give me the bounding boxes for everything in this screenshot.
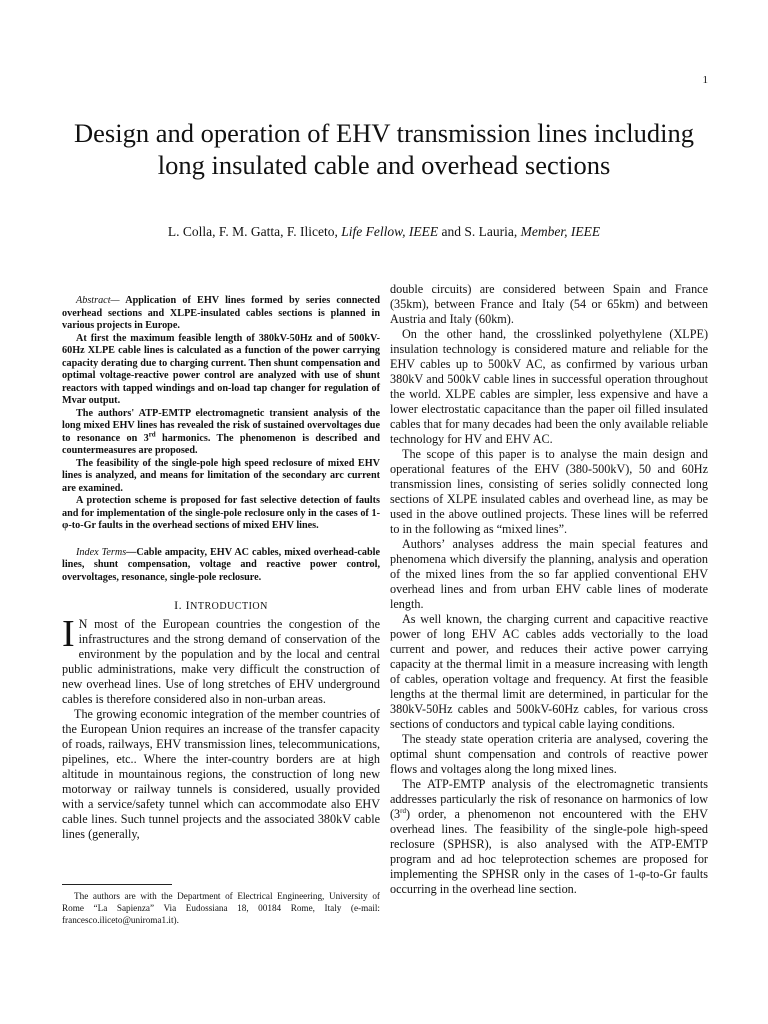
body-paragraph: The scope of this paper is to analyse the main design and operational features of the EHV (380-500kV), 50 and 60Hz transmission lines, consisting of series solidly connected long sections of XLPE insulated cables and overhead line, as may be used in the above outlined projects. These lines will be referred to in the following as “mixed lines”. <box>390 447 708 536</box>
right-column <box>390 282 708 897</box>
body-text: ) order, a phenomenon not encountered with the EHV overhead lines. The feasibility of the single-pole high-speed reclosure (SPHSR), is also analysed with the ATP-EMTP program and ad hoc teleprotection schemes are proposed for implementing the SPHSR only in the cases of 1-φ-to-Gr faults occurring in the overhead line section. <box>390 807 708 896</box>
body-paragraph: double circuits) are considered between Spain and France (35km), between France and Italy (54 or 65km) and between Austria and Italy (60km). <box>390 282 708 326</box>
abstract-lead: Abstract— <box>76 295 120 306</box>
body-paragraph: As well known, the charging current and capacitive reactive power of long EHV AC cables adds vectorially to the load current and power, and reduces their active power carrying capacity at the thermal limit in a measure increasing with length of cables, operation voltage and frequency. At first the feasible lengths at the thermal limit are determined, in particular for the 380kV-50Hz cables and 500kV-60Hz cables, for various cross sections of conductors and typical cable laying conditions. <box>390 612 708 731</box>
section-title-rest: NTRODUCTION <box>190 601 268 612</box>
author-names-2: and S. Lauria, <box>441 224 518 239</box>
footnote-divider <box>62 884 172 885</box>
body-paragraph <box>62 613 380 707</box>
author-role-member: Member, IEEE <box>520 224 601 239</box>
section-title-initial: I <box>185 598 191 612</box>
author-line <box>60 223 708 241</box>
footnote: The authors are with the Department of Electrical Engineering, University of Rome “La Sapienza” Via Eudossiana 18, 00184 Rome, Italy (e-mail: francesco.iliceto@uniroma1.it). <box>62 891 380 925</box>
body-text: The ATP-EMTP analysis of the electromagnetic transients addresses particularly the risk of resonance on harmonics of low (3 <box>390 777 708 821</box>
index-terms-lead: Index Terms <box>76 546 127 558</box>
left-column <box>62 295 380 842</box>
body-paragraph: The steady state operation criteria are analysed, covering the optimal shunt compensation and controls of reactive power flows and voltages along the long mixed lines. <box>390 732 708 776</box>
abstract-text: The authors' ATP-EMTP electromagnetic transient analysis of the long mixed EHV lines has revealed the risk of sustained overvoltages due to resonance on 3 <box>62 407 380 444</box>
index-terms-text: —Cable ampacity, EHV AC cables, mixed overhead-cable lines, shunt compensation, voltage and reactive power control, overvoltages, resonance, single-pole reclosure. <box>62 546 380 583</box>
body-paragraph: Authors’ analyses address the main special features and phenomena which diversify the planning, analysis and operation of the mixed lines from the so far applied conventional EHV overhead lines and from urban EHV cable lines of moderate length. <box>390 537 708 611</box>
superscript: rd <box>148 430 156 439</box>
section-heading <box>62 598 380 613</box>
author-names: L. Colla, F. M. Gatta, F. Iliceto, <box>167 224 338 239</box>
abstract-text: Application of EHV lines formed by series connected overhead sections and XLPE-insulated cables sections is planned in various projects in Europe. <box>62 295 380 331</box>
section-number: I. <box>174 598 183 612</box>
abstract-paragraph: At first the maximum feasible length of 380kV-50Hz and of 500kV-60Hz XLPE cable lines is calculated as a function of the power carrying capacity derating due to charging current. Then shunt compensation and optimal voltage-reactive power control are analyzed with use of shunt reactors with tapped windings and on-load tap changer for regulation of Mvar output. <box>62 332 380 406</box>
abstract-paragraph <box>62 408 380 458</box>
abstract-paragraph <box>62 295 380 333</box>
superscript: rd <box>400 806 406 815</box>
abstract-text: harmonics. The phenomenon is described and countermeasures are proposed. <box>62 432 380 456</box>
author-role-fellow: Life Fellow, IEEE <box>341 224 439 239</box>
abstract-paragraph: The feasibility of the single-pole high speed reclosure of mixed EHV lines is analyzed, and means for limitation of the secondary arc current are examined. <box>62 457 380 494</box>
paper-title: Design and operation of EHV transmission lines including long insulated cable and overhead sections <box>74 118 694 180</box>
page-number: 1 <box>702 74 708 86</box>
index-terms <box>62 547 380 585</box>
abstract-paragraph: A protection scheme is proposed for fast selective detection of faults and for implementation of the single-pole reclosure only in the cases of 1-φ-to-Gr faults in the overhead sections of mixed EHV lines. <box>62 495 380 531</box>
body-paragraph <box>390 777 708 897</box>
body-text: N most of the European countries the congestion of the infrastructures and the strong demand of conservation of the environment by the population and by the local and central public administrations, make very difficult the construction of new overhead lines. Use of long stretches of EHV underground cables is therefore considered also in non-urban areas. <box>62 617 380 706</box>
body-paragraph: The growing economic integration of the member countries of the European Union requires an increase of the transfer capacity of roads, railways, EHV transmission lines, telecommunications, pipelines, etc.. Where the inter-country borders are at high altitude in mountainous regions, the construction of long new motorway or railway tunnels is considered, usually provided with a service/safety tunnel which can accommodate also EHV cable lines. Such tunnel projects and the associated 380kV cable lines (generally, <box>62 707 380 841</box>
body-paragraph: On the other hand, the crosslinked polyethylene (XLPE) insulation technology is considered mature and reliable for the EHV cables up to 500kV AC, as confirmed by various urban 380kV and 500kV cable lines in successful operation throughout the world. XLPE cables are simpler, less expensive and have a lower electrostatic capacitance than the paper oil filled insulated cables that for many decades had been the only available reliable technology for HV and EHV AC. <box>390 327 708 446</box>
drop-cap: I <box>62 613 75 655</box>
